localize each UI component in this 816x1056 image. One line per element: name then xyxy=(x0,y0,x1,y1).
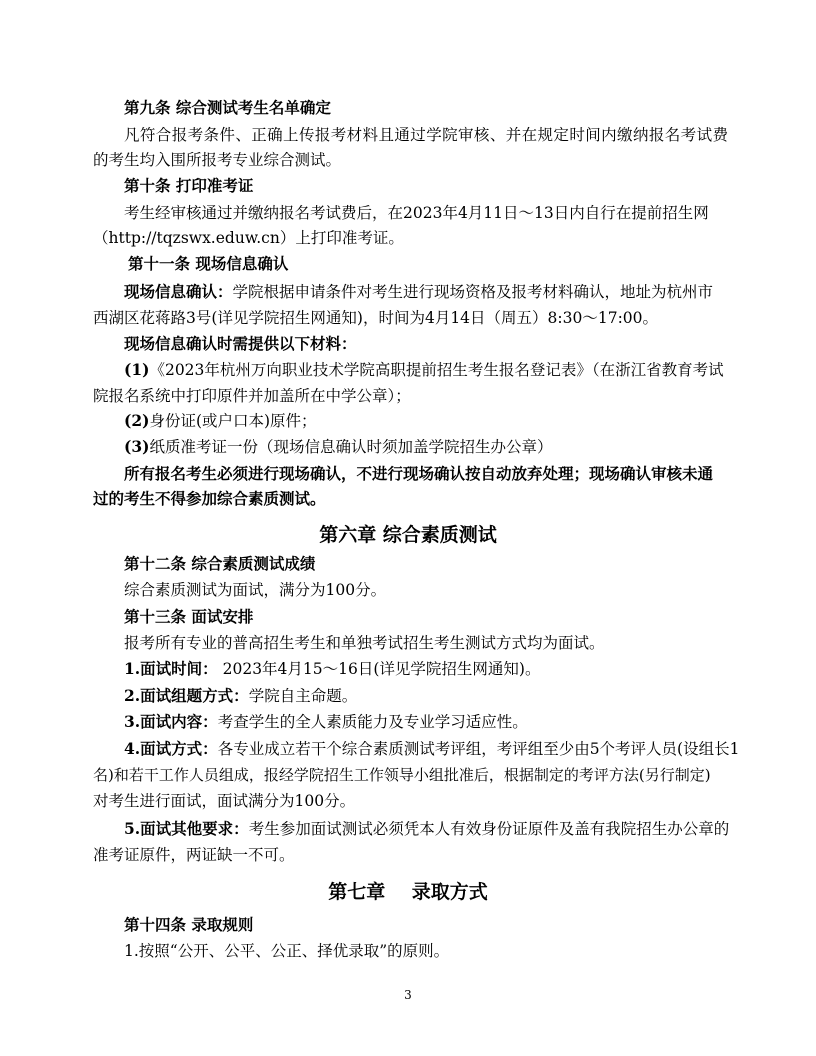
interview-time xyxy=(124,658,728,680)
article-9-title: 第九条 综合测试考生名单确定 xyxy=(124,98,331,117)
mandatory-notice-line-2: 过的考生不得参加综合素质测试。 xyxy=(93,489,326,508)
onsite-confirm-line-2: 西湖区花蒋路3号(详见学院招生网通知)，时间为4月14日（周五）8:30～17:00。 xyxy=(93,309,659,327)
article-9-text-line-1: 凡符合报考条件、正确上传报考材料且通过学院审核、并在规定时间内缴纳报名考试费 xyxy=(124,126,728,144)
material-3-text: 纸质准考证一份（现场信息确认时须加盖学院招生办公章） xyxy=(149,438,553,456)
material-1-line-2: 院报名系统中打印原件并加盖所在中学公章）； xyxy=(93,387,411,405)
interview-question-method-text: 学院自主命题。 xyxy=(248,687,358,705)
article-10-text-line-2: （http://tqzswx.eduw.cn）上打印准考证。 xyxy=(93,229,404,247)
article-10-text-line-1: 考生经审核通过并缴纳报名考试费后，在2023年4月11日～13日内自行在提前招生网 xyxy=(124,204,709,222)
interview-format-label: 4.面试方式： xyxy=(124,739,218,758)
onsite-confirm-line-1 xyxy=(124,281,728,303)
interview-question-method xyxy=(124,685,728,707)
material-1-text: 《2023年杭州万向职业技术学院高职提前招生考生报名登记表》（在浙江省教育考试 xyxy=(149,361,724,379)
article-11-title: 第十一条 现场信息确认 xyxy=(128,254,289,273)
interview-time-label: 1.面试时间： xyxy=(124,659,218,678)
interview-format-text: 各专业成立若干个综合素质测试考评组，考评组至少由5个考评人员(设组长1 xyxy=(217,740,740,758)
article-14-title: 第十四条 录取规则 xyxy=(124,915,254,934)
article-14-text: 1.按照“公开、公平、公正、择优录取”的原则。 xyxy=(124,942,450,960)
interview-content-text: 考查学生的全人素质能力及专业学习适应性。 xyxy=(217,713,528,731)
interview-other-label: 5.面试其他要求： xyxy=(124,819,249,838)
material-2-text: 身份证(或户口本)原件； xyxy=(149,412,317,430)
article-13-text: 报考所有专业的普高招生考生和单独考试招生考生测试方式均为面试。 xyxy=(124,634,605,652)
chapter-7-title-text: 第七章 录取方式 xyxy=(328,881,488,903)
article-13-title: 第十三条 面试安排 xyxy=(124,607,254,626)
article-9-text-line-2: 的考生均入围所报考专业综合测试。 xyxy=(93,151,342,169)
interview-content xyxy=(124,711,728,733)
material-2 xyxy=(124,410,728,432)
interview-other-line-2: 准考证原件，两证缺一不可。 xyxy=(93,846,295,864)
article-12-text: 综合素质测试为面试，满分为100分。 xyxy=(124,581,387,599)
interview-other-text: 考生参加面试测试必须凭本人有效身份证原件及盖有我院招生办公章的 xyxy=(248,820,730,838)
material-3 xyxy=(124,436,728,458)
chapter-7-title xyxy=(0,877,816,904)
interview-question-method-label: 2.面试组题方式： xyxy=(124,686,249,705)
material-2-number: (2) xyxy=(124,411,150,430)
interview-format-line-3: 对考生进行面试，面试满分为100分。 xyxy=(93,792,356,810)
chapter-6-title: 第六章 综合素质测试 xyxy=(319,524,497,546)
interview-format-line-2: 名)和若干工作人员组成，报经学院招生工作领导小组批准后，根据制定的考评方法(另行制定) xyxy=(93,766,711,784)
article-12-title: 第十二条 综合素质测试成绩 xyxy=(124,554,316,573)
article-10-title: 第十条 打印准考证 xyxy=(124,176,254,195)
interview-time-text: 2023年4月15～16日(详见学院招生网通知)。 xyxy=(217,660,541,678)
interview-other-line-1 xyxy=(124,818,728,840)
onsite-confirm-label: 现场信息确认： xyxy=(124,282,233,301)
interview-content-label: 3.面试内容： xyxy=(124,712,218,731)
material-1-line-1 xyxy=(124,359,728,381)
onsite-confirm-text: 学院根据申请条件对考生进行现场资格及报考材料确认，地址为杭州市 xyxy=(232,283,714,301)
mandatory-notice-line-1: 所有报名考生必须进行现场确认，不进行现场确认按自动放弃处理；现场确认审核未通 xyxy=(124,464,714,483)
materials-title: 现场信息确认时需提供以下材料： xyxy=(124,334,357,353)
material-1-number: (1) xyxy=(124,360,150,379)
page-number: 3 xyxy=(404,988,412,1002)
material-3-number: (3) xyxy=(124,437,150,456)
interview-format-line-1 xyxy=(124,738,740,760)
